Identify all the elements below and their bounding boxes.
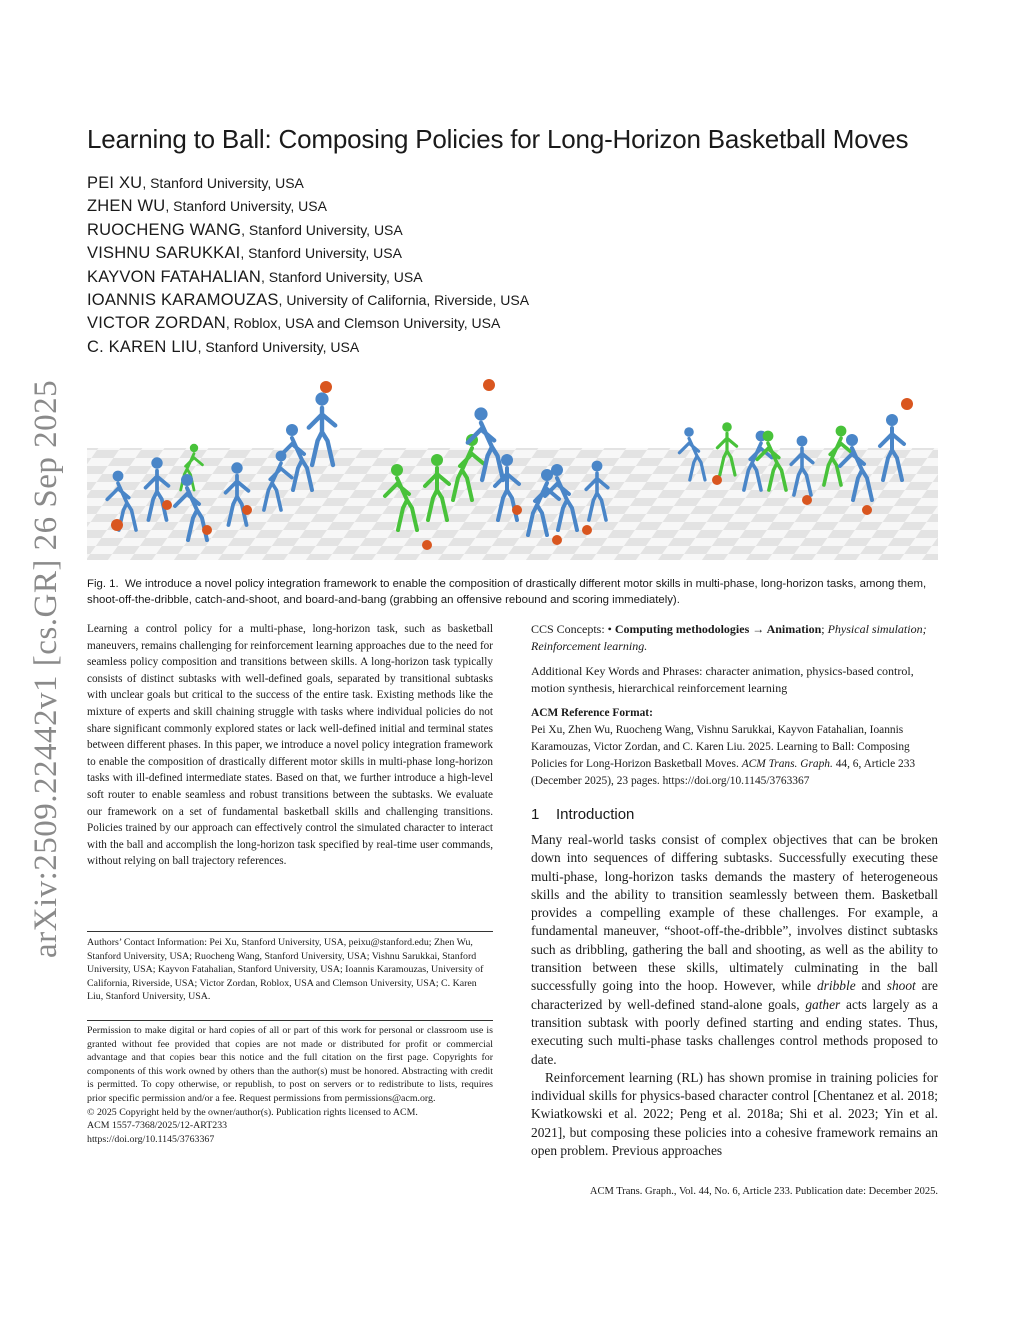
author-entry xyxy=(87,221,787,244)
abstract: Learning a control policy for a multi-phase, long-horizon task, such as basketball maneuvers, remains challenging for reinforcement learning approaches due to the need for seamless policy composition and transitions between skills. A long-horizon task typically consists of distinct subtasks with well-defined goals, separated by transitional subtasks with unclear goals but critical to the success of the entire task. Existing methods like the mixture of experts and skill chaining struggle with tasks where individual policies do not share significant commonly explored states or lack well-defined initial and terminal states between different phases. In this paper, we introduce a novel policy integration framework to enable the composition of drastically different motor skills in multi-phase long-horizon tasks with ill-defined intermediate states. Based on that, we further introduce a high-level soft router to enable seamless and robust transitions between the subtasks. We evaluate our framework on a set of fundamental basketball skills and challenging transitions. Policies trained by our approach can effectively control the simulated character to interact with the ball and accomplish the long-horizon task specified by real-time user commands, without relying on ball trajectory references. xyxy=(87,623,493,868)
basketball xyxy=(483,379,495,391)
author-name: ZHEN WU xyxy=(87,197,166,216)
character-head xyxy=(474,407,487,420)
teaser-figure xyxy=(87,370,938,560)
author-list xyxy=(87,174,787,361)
ccs-sep: ; xyxy=(821,622,825,636)
ccs-italic: Physical simulation; Reinforcement learning. xyxy=(531,622,927,653)
character-head xyxy=(684,427,694,437)
ccs-concepts xyxy=(531,621,938,655)
author-name: VISHNU SARUKKAI xyxy=(87,244,241,263)
author-entry xyxy=(87,197,787,220)
basketball xyxy=(901,398,913,410)
permission-notice xyxy=(87,1024,493,1146)
author-entry xyxy=(87,314,787,337)
character-head xyxy=(431,454,443,466)
author-name: C. KAREN LIU xyxy=(87,337,198,356)
character-head xyxy=(113,471,124,482)
basketball xyxy=(202,525,212,535)
basketball xyxy=(802,495,812,505)
intro-emphasis: dribble xyxy=(816,978,856,994)
arxiv-identifier: arXiv:2509.22442v1 [cs.GR] 26 Sep 2025 xyxy=(28,379,64,958)
page-footer: ACM Trans. Graph., Vol. 44, No. 6, Article 233. Publication date: December 2025. xyxy=(589,1186,938,1197)
figure-caption xyxy=(87,576,938,608)
author-affiliation: , Stanford University, USA xyxy=(142,175,304,191)
intro-text: are characterized by well-defined stand-alone goals, xyxy=(531,978,939,1012)
ccs-prefix: CCS Concepts: • xyxy=(531,622,612,636)
issn-line: ACM 1557-7368/2025/12-ART233 xyxy=(87,1120,228,1132)
intro-paragraph xyxy=(531,831,938,1069)
intro-emphasis: gather xyxy=(805,996,841,1012)
permission-text: Permission to make digital or hard copies of all or part of this work for personal or classroom use is granted without fee provided that copies are not made or distributed for profit or commercial advantage and that copies bear this notice and the full citation on the first page. Copyrights for components of this work owned by others than the author(s) must be honored. Abstracting with credit is permitted. To copy otherwise, or republish, to post on servers or to redistribute to lists, requires prior specific permission and/or a fee. Request permissions from permissions@acm.org. xyxy=(87,1025,493,1104)
character-head xyxy=(722,422,732,432)
character-head xyxy=(836,426,847,437)
author-affiliation: , Stanford University, USA xyxy=(260,268,423,285)
character-head xyxy=(846,434,858,446)
acm-reference-heading: ACM Reference Format: xyxy=(531,707,653,719)
character-head xyxy=(797,436,808,447)
author-entry xyxy=(87,338,787,361)
character-head xyxy=(886,414,898,426)
author-entry xyxy=(87,174,787,197)
acm-reference-text: Pei Xu, Zhen Wu, Ruocheng Wang, Vishnu Sarukkai, Kayvon Fatahalian, Ioannis Karamouzas, Victor Zordan, and C. Karen Liu. 2025. Learning to Ball: Composing Policies for Long-Horizon Basketball Moves. xyxy=(531,724,910,770)
author-entry xyxy=(87,291,787,314)
author-affiliation: , University of California, Riverside, USA xyxy=(278,291,530,308)
section-number: 1 xyxy=(531,806,540,823)
character-head xyxy=(181,474,193,486)
intro-paragraph: Reinforcement learning (RL) has shown promise in training policies for individual skills for physics-based character control [Chentanez et al. 2018; Kwiatkowski et al. 2022; Peng et al. 2018a; Shi et al. 2023; Yin et al. 2021], but composing these policies into a cohesive framework remains an open problem. Previous approaches xyxy=(531,1069,938,1159)
basketball xyxy=(242,505,252,515)
author-name: VICTOR ZORDAN xyxy=(87,314,226,333)
divider xyxy=(87,931,493,932)
author-affiliation: , Stanford University, USA xyxy=(240,245,402,262)
keywords: Additional Key Words and Phrases: character animation, physics-based control, motion synthesis, hierarchical reinforcement learning xyxy=(531,664,914,695)
copyright-line: © 2025 Copyright held by the owner/author(s). Publication rights licensed to ACM. xyxy=(87,1106,418,1118)
author-affiliation: , Stanford University, USA xyxy=(165,198,327,215)
intro-text: acts largely as a transition subtask with poorly defined starting and ending states. Thus, executing such multi-phase tasks challenges control methods proposed to date. xyxy=(531,996,938,1067)
acm-reference-tail: 44, 6, Article 233 (December 2025), 23 pages. https://doi.org/10.1145/3763367 xyxy=(531,758,916,787)
author-affiliation: , Stanford University, USA xyxy=(241,221,403,238)
intro-emphasis: shoot xyxy=(886,978,916,994)
character-head xyxy=(315,392,328,405)
author-name: KAYVON FATAHALIAN xyxy=(87,267,261,286)
author-name: IOANNIS KARAMOUZAS xyxy=(87,290,279,309)
character-head xyxy=(190,444,198,452)
paper-title: Learning to Ball: Composing Policies for Long-Horizon Basketball Moves xyxy=(87,124,909,154)
character-head xyxy=(551,464,563,476)
intro-text: Many real-world tasks consist of complex objectives that can be broken down into sequences of differing subtasks. Successfully executing these multi-phase, long-horizon tasks demands the mastery of heterogeneous skills and the ability to transition seamlessly between them. Basketball provides a compelling example of these challenges. For example, a fundamental maneuver, “shoot-off-the-dribble”, involves distinct subtasks such as dribbling, gathering the ball and shooting, as well as the ability to transition between these skills, ultimately culminating in the ball successfully going into the hoop. However, while xyxy=(531,832,938,994)
basketball xyxy=(422,540,432,550)
ccs-bold: Computing methodologies → Animation xyxy=(614,622,822,636)
character-head xyxy=(286,424,298,436)
character-head xyxy=(151,457,162,468)
figure-label: Fig. 1. xyxy=(87,578,119,590)
character-head xyxy=(391,464,403,476)
author-affiliation: , Roblox, USA and Clemson University, USA xyxy=(225,315,501,332)
basketball xyxy=(582,525,592,535)
basketball xyxy=(512,505,522,515)
author-name: PEI XU xyxy=(87,174,143,192)
character-head xyxy=(592,461,603,472)
introduction-body xyxy=(531,831,938,1160)
author-entry xyxy=(87,244,787,267)
acm-reference-journal: ACM Trans. Graph. xyxy=(741,758,833,770)
basketball xyxy=(552,535,562,545)
basketball xyxy=(712,475,722,485)
basketball xyxy=(162,500,172,510)
character-head xyxy=(231,462,242,473)
contact-information: Authors’ Contact Information: Pei Xu, Stanford University, USA, peixu@stanford.edu; Zhen Wu, Stanford University, USA; Ruocheng Wang, Stanford University, USA; Vishnu Sarukkai, Stanford University, USA; Kayvon Fatahalian, Stanford University, USA; Ioannis Karamouzas, University of California, Riverside, USA; Victor Zordan, Roblox, USA and Clemson University, USA; C. Karen Liu, Stanford University, USA. xyxy=(87,937,484,1003)
author-affiliation: , Stanford University, USA xyxy=(197,338,360,355)
author-name: RUOCHENG WANG xyxy=(87,220,242,239)
section-heading xyxy=(531,806,938,823)
divider xyxy=(87,1020,493,1021)
section-title: Introduction xyxy=(556,806,635,823)
basketball xyxy=(111,519,123,531)
character-head xyxy=(501,454,513,466)
character-head xyxy=(763,431,774,442)
intro-text: and xyxy=(861,978,881,994)
acm-reference xyxy=(531,705,938,790)
basketball xyxy=(862,505,872,515)
basketball xyxy=(320,381,332,393)
author-entry xyxy=(87,268,787,291)
doi-link[interactable]: https://doi.org/10.1145/3763367 xyxy=(87,1133,215,1145)
figure-caption-text: We introduce a novel policy integration framework to enable the composition of drastically different motor skills in multi-phase, long-horizon tasks, among them, shoot-off-the-dribble, catch-and-shoot, and board-and-bang (grabbing an offensive rebound and scoring immediately). xyxy=(87,578,927,606)
